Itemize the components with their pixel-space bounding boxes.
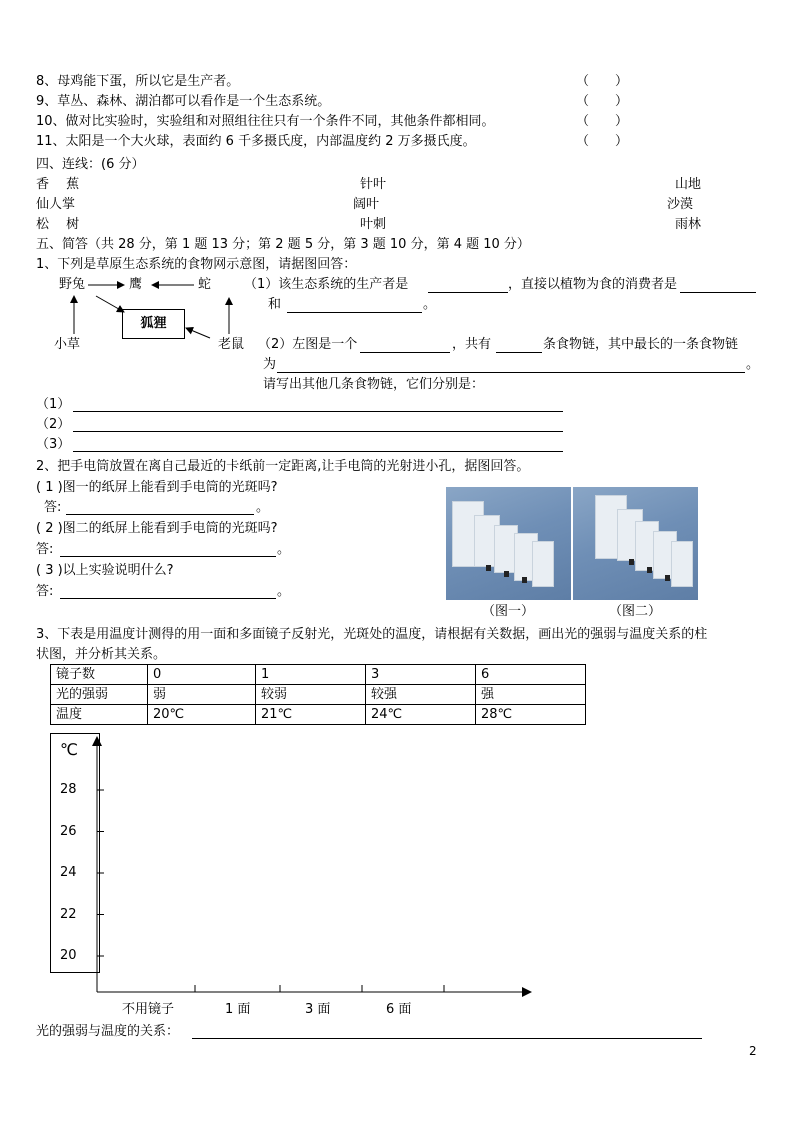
answer-paren[interactable]: （ ） xyxy=(576,114,629,129)
experiment-photo xyxy=(446,487,698,600)
q3-intro-line-2: 状图，并分析其关系。 xyxy=(36,647,167,662)
food-web-grass: 小草 xyxy=(54,337,81,352)
y-tick-label: 28 xyxy=(60,782,77,797)
food-web-snake: 蛇 xyxy=(198,277,212,292)
figure-2-caption: （图二） xyxy=(609,604,662,619)
table-cell: 强 xyxy=(476,685,586,705)
q2-ans1-period: 。 xyxy=(256,500,270,515)
q2-ans1-label: 答: xyxy=(44,500,62,515)
mirror-temperature-table xyxy=(50,664,586,725)
q2-ans3-label: 答: xyxy=(36,584,54,599)
q1-p2-period: 。 xyxy=(746,357,760,372)
plant-item[interactable]: 仙人掌 xyxy=(36,197,76,212)
chain-answer-line[interactable] xyxy=(73,451,563,452)
longest-chain-answer-line[interactable] xyxy=(277,372,745,373)
y-tick-label: 20 xyxy=(60,948,77,963)
answer-paren[interactable]: （ ） xyxy=(576,94,629,109)
x-category-label: 3 面 xyxy=(305,1002,331,1017)
q2-answer-line-2[interactable] xyxy=(60,556,276,557)
y-tick-label: 22 xyxy=(60,906,77,922)
leaf-item[interactable]: 叶刺 xyxy=(360,217,387,232)
table-cell: 1 xyxy=(256,665,366,685)
relation-label: 光的强弱与温度的关系： xyxy=(36,1024,180,1039)
y-tick-label: 26 xyxy=(60,823,77,839)
table-cell: 21℃ xyxy=(256,705,366,725)
figure-1-caption: （图一） xyxy=(482,604,535,619)
table-cell: 光的强弱 xyxy=(51,685,148,705)
q1-p2-text-e: 请写出其他几条食物链，它们分别是： xyxy=(263,377,485,392)
table-cell: 温度 xyxy=(51,705,148,725)
q1-p1-text-b: ，直接以植物为食的消费者是 xyxy=(508,277,678,292)
q1-p2-text-c: 条食物链，其中最长的一条食物链 xyxy=(543,337,739,352)
q1-p2-text-b: ，共有 xyxy=(452,337,492,352)
table-cell: 较强 xyxy=(366,685,476,705)
q2-answer-line-1[interactable] xyxy=(66,514,254,515)
section-4-title: 四、连线：(6 分） xyxy=(36,157,145,172)
food-web-rabbit: 野兔 xyxy=(59,277,86,292)
q2-sub2: ( 2 )图二的纸屏上能看到手电筒的光斑吗? xyxy=(36,521,278,536)
consumer-answer-line-1[interactable] xyxy=(680,292,756,293)
q2-sub1: ( 1 )图一的纸屏上能看到手电筒的光斑吗? xyxy=(36,480,278,495)
x-category-label: 1 面 xyxy=(225,1002,251,1017)
page-number: 2 xyxy=(749,1044,757,1058)
judge-item-9: 9、草丛、森林、湖泊都可以看作是一个生态系统。 xyxy=(36,94,331,109)
figure-1-photo xyxy=(446,487,571,600)
table-cell: 28℃ xyxy=(476,705,586,725)
judge-item-11: 11、太阳是一个大火球，表面约 6 千多摄氏度，内部温度约 2 万多摄氏度。 xyxy=(36,134,476,149)
chain-count-answer-line[interactable] xyxy=(496,352,542,353)
bar-chart-axes[interactable] xyxy=(0,730,560,1010)
table-cell: 弱 xyxy=(148,685,256,705)
table-cell: 24℃ xyxy=(366,705,476,725)
q2-ans3-period: 。 xyxy=(277,584,291,599)
chain-label: （2） xyxy=(36,417,71,432)
food-web-answer-line[interactable] xyxy=(360,352,450,353)
answer-paren[interactable]: （ ） xyxy=(576,134,629,149)
q2-ans2-period: 。 xyxy=(277,542,291,557)
q1-p2-text-a: （2）左图是一个 xyxy=(258,337,358,352)
food-web-mouse: 老鼠 xyxy=(218,337,245,352)
food-web-fox: 狐狸 xyxy=(122,309,185,339)
chain-answer-line[interactable] xyxy=(73,411,563,412)
table-row xyxy=(51,705,586,725)
table-cell: 20℃ xyxy=(148,705,256,725)
plant-item[interactable]: 香 蕉 xyxy=(36,177,80,192)
q1-p2-text-d: 为 xyxy=(263,357,277,372)
chain-label: （1） xyxy=(36,397,71,412)
habitat-item[interactable]: 山地 xyxy=(675,177,702,192)
food-web-eagle: 鹰 xyxy=(129,277,143,292)
q1-p1-text-c: 和 xyxy=(268,297,282,312)
x-category-label: 不用镜子 xyxy=(122,1002,175,1017)
section-5-title: 五、简答（共 28 分，第 1 题 13 分；第 2 题 5 分，第 3 题 10 分，第 4 题 10 分） xyxy=(36,237,530,252)
table-cell: 镜子数 xyxy=(51,665,148,685)
table-cell: 较弱 xyxy=(256,685,366,705)
producer-answer-line[interactable] xyxy=(428,292,508,293)
q2-sub3: ( 3 )以上实验说明什么? xyxy=(36,563,174,578)
relation-answer-line[interactable] xyxy=(192,1038,702,1039)
plant-item[interactable]: 松 树 xyxy=(36,217,80,232)
judge-item-10: 10、做对比实验时，实验组和对照组往往只有一个条件不同，其他条件都相同。 xyxy=(36,114,495,129)
table-cell: 0 xyxy=(148,665,256,685)
figure-2-photo xyxy=(573,487,698,600)
consumer-answer-line-2[interactable] xyxy=(287,312,422,313)
x-category-label: 6 面 xyxy=(386,1002,412,1017)
q1-p1-text-a: （1）该生态系统的生产者是 xyxy=(244,277,409,292)
leaf-item[interactable]: 针叶 xyxy=(360,177,387,192)
q2-ans2-label: 答: xyxy=(36,542,54,557)
y-axis-unit: ℃ xyxy=(60,740,78,759)
table-row xyxy=(51,685,586,705)
habitat-item[interactable]: 雨林 xyxy=(675,217,702,232)
leaf-item[interactable]: 阔叶 xyxy=(353,197,380,212)
chain-answer-line[interactable] xyxy=(73,431,563,432)
q3-intro-line-1: 3、下表是用温度计测得的用一面和多面镜子反射光，光斑处的温度，请根据有关数据，画出光的强弱与温度关系的柱 xyxy=(36,627,708,642)
q2-intro: 2、把手电筒放置在离自己最近的卡纸前一定距离,让手电筒的光射进小孔，据图回答。 xyxy=(36,459,530,474)
q2-answer-line-3[interactable] xyxy=(60,598,276,599)
y-tick-label: 24 xyxy=(60,865,77,880)
table-row xyxy=(51,665,586,685)
table-cell: 6 xyxy=(476,665,586,685)
chain-label: （3） xyxy=(36,437,71,452)
q1-p1-period: 。 xyxy=(423,297,437,312)
judge-item-8: 8、母鸡能下蛋，所以它是生产者。 xyxy=(36,74,240,89)
table-cell: 3 xyxy=(366,665,476,685)
answer-paren[interactable]: （ ） xyxy=(576,74,629,89)
habitat-item[interactable]: 沙漠 xyxy=(667,197,694,212)
q1-intro: 1、下列是草原生态系统的食物网示意图，请据图回答： xyxy=(36,257,357,272)
